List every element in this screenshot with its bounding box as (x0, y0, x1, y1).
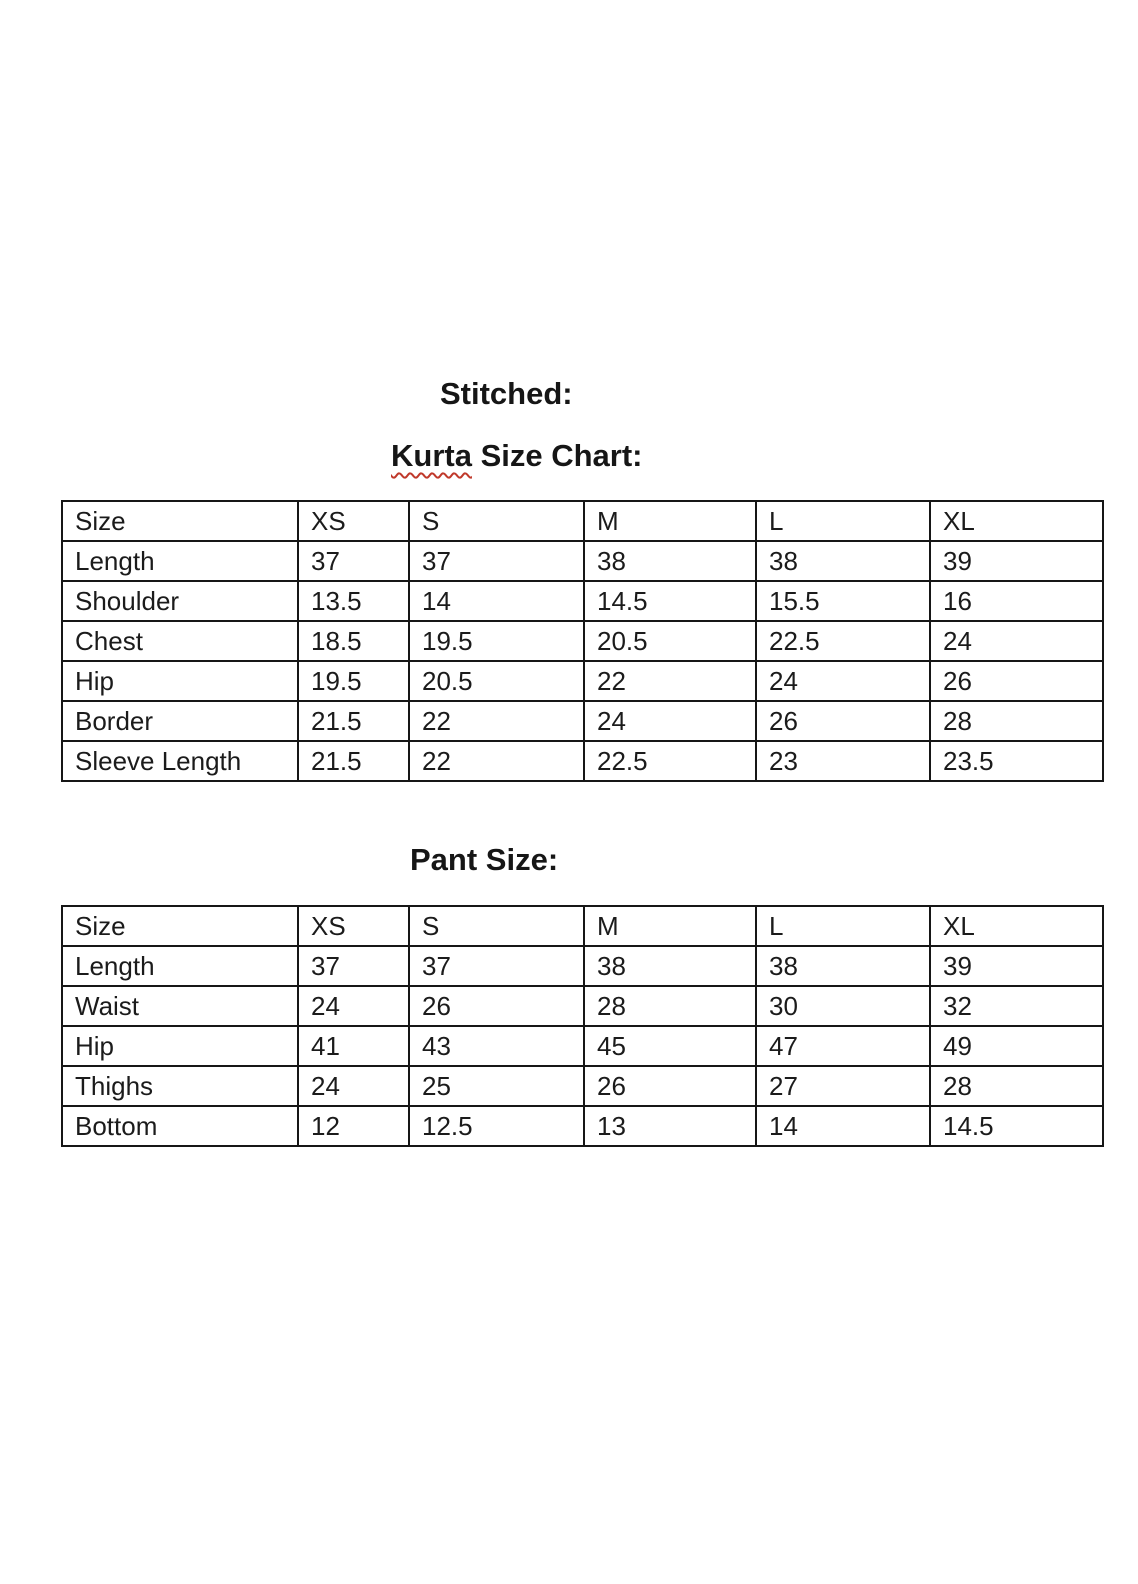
cell: 14 (756, 1106, 930, 1146)
row-label: Thighs (62, 1066, 298, 1106)
cell: 13.5 (298, 581, 409, 621)
cell: 26 (584, 1066, 756, 1106)
pant-row-thighs (62, 1066, 1103, 1106)
header-cell-m: M (584, 906, 756, 946)
cell: 41 (298, 1026, 409, 1066)
cell: 38 (584, 541, 756, 581)
cell: 26 (930, 661, 1103, 701)
row-label: Waist (62, 986, 298, 1026)
cell: 26 (756, 701, 930, 741)
cell: 22 (409, 701, 584, 741)
cell: 19.5 (298, 661, 409, 701)
kurta-row-shoulder (62, 581, 1103, 621)
cell: 20.5 (584, 621, 756, 661)
cell: 21.5 (298, 701, 409, 741)
cell: 24 (298, 986, 409, 1026)
row-label: Bottom (62, 1106, 298, 1146)
cell: 45 (584, 1026, 756, 1066)
cell: 30 (756, 986, 930, 1026)
row-label: Chest (62, 621, 298, 661)
cell: 39 (930, 541, 1103, 581)
cell: 26 (409, 986, 584, 1026)
header-cell-s: S (409, 501, 584, 541)
cell: 22.5 (756, 621, 930, 661)
header-cell-m: M (584, 501, 756, 541)
pant-header-row (62, 906, 1103, 946)
cell: 28 (584, 986, 756, 1026)
cell: 12 (298, 1106, 409, 1146)
header-cell-l: L (756, 501, 930, 541)
cell: 14 (409, 581, 584, 621)
kurta-header-row (62, 501, 1103, 541)
header-cell-xl: XL (930, 501, 1103, 541)
pant-row-hip (62, 1026, 1103, 1066)
kurta-row-border (62, 701, 1103, 741)
cell: 25 (409, 1066, 584, 1106)
row-label: Sleeve Length (62, 741, 298, 781)
row-label: Hip (62, 661, 298, 701)
kurta-word-spellcheck-underline: Kurta (391, 438, 472, 473)
cell: 37 (409, 946, 584, 986)
header-cell-size: Size (62, 501, 298, 541)
cell: 22.5 (584, 741, 756, 781)
kurta-size-chart-heading (391, 440, 643, 473)
cell: 37 (298, 946, 409, 986)
cell: 47 (756, 1026, 930, 1066)
cell: 13 (584, 1106, 756, 1146)
cell: 28 (930, 1066, 1103, 1106)
cell: 37 (298, 541, 409, 581)
header-cell-s: S (409, 906, 584, 946)
kurta-row-chest (62, 621, 1103, 661)
row-label: Length (62, 541, 298, 581)
cell: 38 (756, 946, 930, 986)
cell: 49 (930, 1026, 1103, 1066)
cell: 12.5 (409, 1106, 584, 1146)
cell: 28 (930, 701, 1103, 741)
kurta-row-length (62, 541, 1103, 581)
cell: 38 (584, 946, 756, 986)
cell: 15.5 (756, 581, 930, 621)
cell: 19.5 (409, 621, 584, 661)
header-cell-xs: XS (298, 501, 409, 541)
row-label: Length (62, 946, 298, 986)
cell: 23.5 (930, 741, 1103, 781)
cell: 22 (584, 661, 756, 701)
kurta-heading-rest: Size Chart: (480, 438, 643, 473)
header-cell-xl: XL (930, 906, 1103, 946)
pant-size-table (61, 905, 1104, 1147)
cell: 21.5 (298, 741, 409, 781)
stitched-heading: Stitched: (440, 376, 573, 411)
kurta-size-table (61, 500, 1104, 782)
header-cell-l: L (756, 906, 930, 946)
row-label: Shoulder (62, 581, 298, 621)
cell: 20.5 (409, 661, 584, 701)
pant-row-bottom (62, 1106, 1103, 1146)
cell: 27 (756, 1066, 930, 1106)
kurta-row-sleeve-length (62, 741, 1103, 781)
cell: 24 (756, 661, 930, 701)
header-cell-size: Size (62, 906, 298, 946)
cell: 43 (409, 1026, 584, 1066)
cell: 14.5 (584, 581, 756, 621)
cell: 23 (756, 741, 930, 781)
cell: 14.5 (930, 1106, 1103, 1146)
cell: 39 (930, 946, 1103, 986)
row-label: Hip (62, 1026, 298, 1066)
pant-row-length (62, 946, 1103, 986)
cell: 24 (298, 1066, 409, 1106)
pant-row-waist (62, 986, 1103, 1026)
row-label: Border (62, 701, 298, 741)
header-cell-xs: XS (298, 906, 409, 946)
cell: 24 (930, 621, 1103, 661)
cell: 24 (584, 701, 756, 741)
cell: 18.5 (298, 621, 409, 661)
pant-size-heading: Pant Size: (410, 842, 559, 877)
cell: 16 (930, 581, 1103, 621)
cell: 32 (930, 986, 1103, 1026)
cell: 37 (409, 541, 584, 581)
kurta-row-hip (62, 661, 1103, 701)
cell: 22 (409, 741, 584, 781)
cell: 38 (756, 541, 930, 581)
